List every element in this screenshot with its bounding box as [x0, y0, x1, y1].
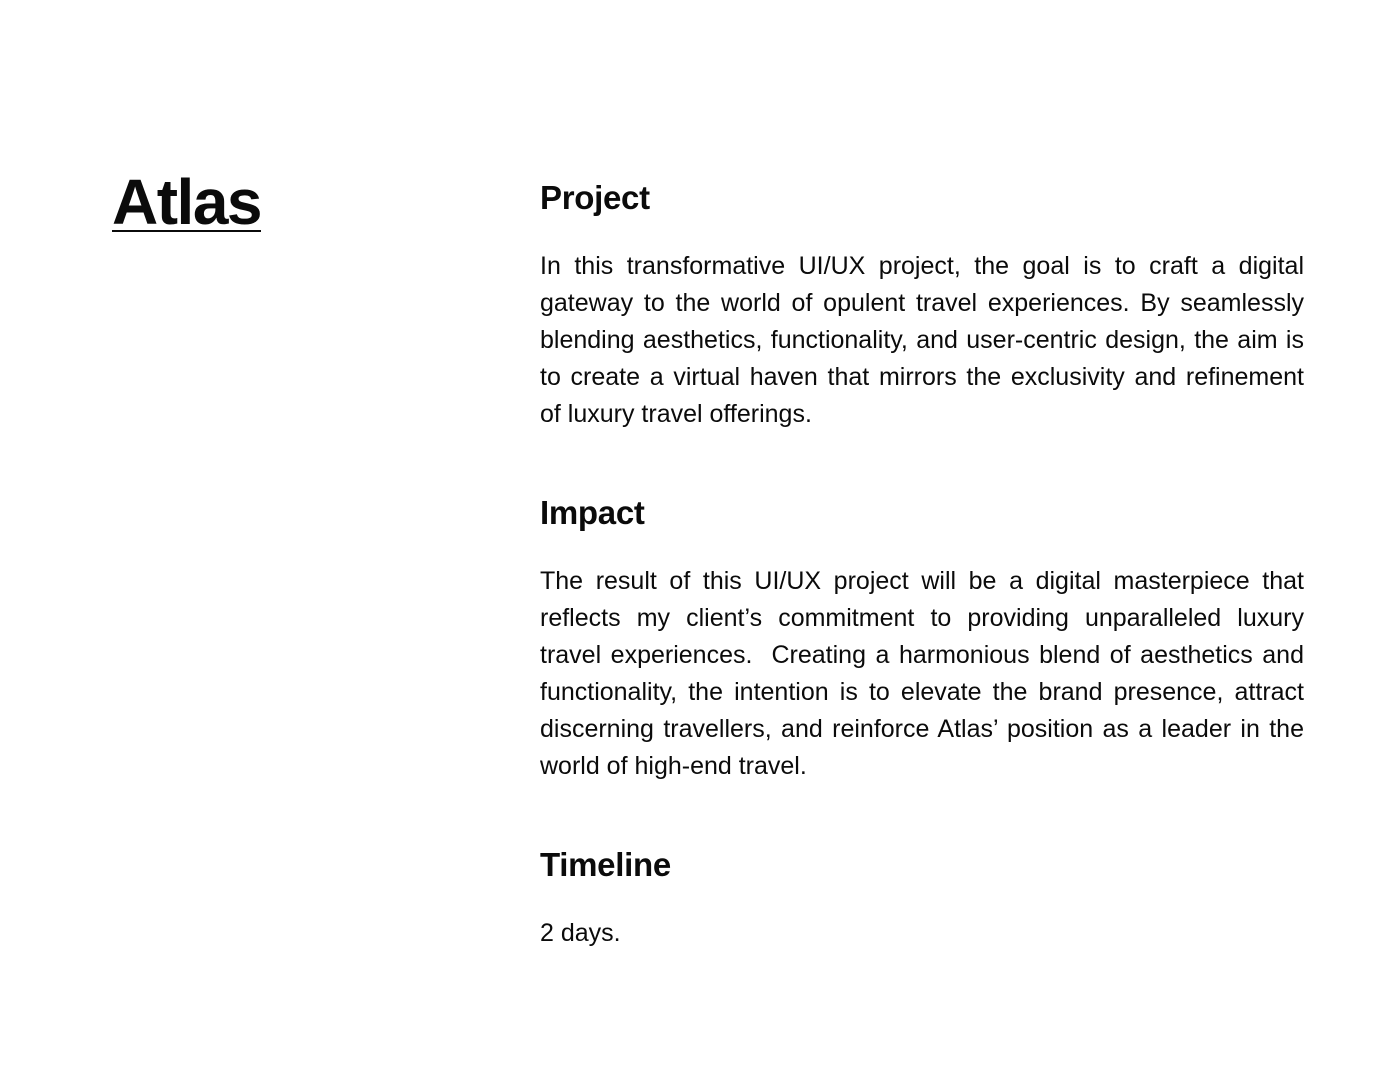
content-column	[540, 176, 1311, 952]
section-title-timeline: Timeline	[540, 846, 671, 883]
section-body-project: In this transformative UI/UX project, the goal is to craft a digital gateway to the world of opulent travel experiences. By seamlessly blending aesthetics, functionality, and user-centric design, the aim is to create a virtual haven that mirrors the exclusivity and refinement of luxury travel offerings.	[540, 252, 1311, 428]
section-body-timeline: 2 days.	[540, 919, 621, 947]
brand-logo-text: Atlas	[112, 166, 261, 238]
section-project	[540, 176, 1311, 433]
section-title-project: Project	[540, 179, 650, 216]
section-title-impact: Impact	[540, 494, 645, 531]
section-impact	[540, 491, 1311, 785]
section-timeline	[540, 843, 1304, 952]
section-body-impact: The result of this UI/UX project will be a digital masterpiece that reflects my client’s commitment to providing unparalleled luxury travel experiences. Creating a harmonious blend of aesthetics and functionality, the intention is to elevate the brand presence, attract discerning travellers, and reinforce Atlas’ position as a leader in the world of high-end travel.	[540, 567, 1311, 780]
